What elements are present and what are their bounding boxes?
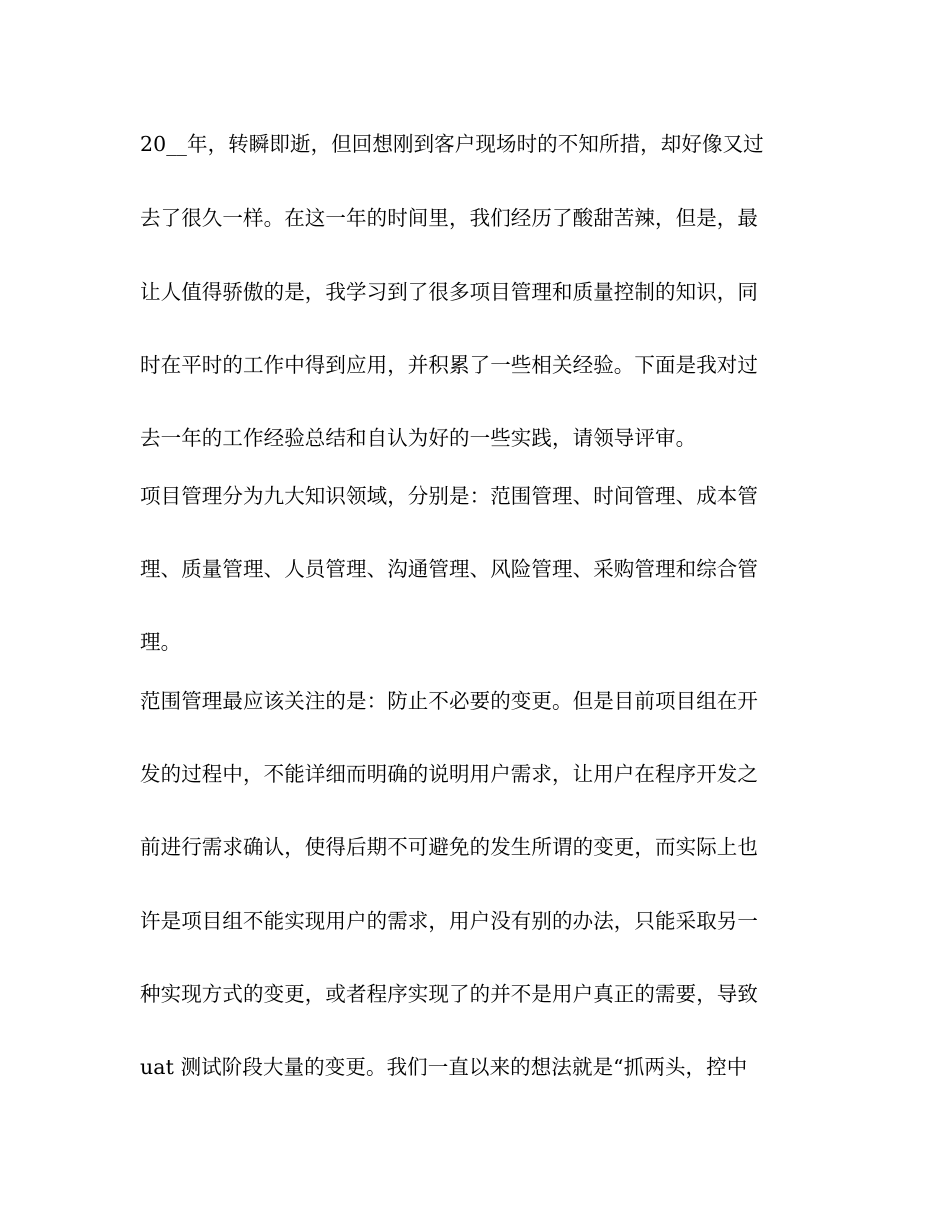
paragraph-line: 前进行需求确认，使得后期不可避免的发生所谓的变更，而实际上也 xyxy=(140,835,758,859)
paragraph-line: 许是项目组不能实现用户的需求，用户没有别的办法，只能采取另一 xyxy=(140,909,758,933)
paragraph-line: 理。 xyxy=(140,630,182,654)
paragraph-line: 范围管理最应该关注的是：防止不必要的变更。但是目前项目组在开 xyxy=(140,689,758,713)
paragraph-line: uat 测试阶段大量的变更。我们一直以来的想法就是“抓两头，控中 xyxy=(140,1055,748,1079)
paragraph-line: 让人值得骄傲的是，我学习到了很多项目管理和质量控制的知识，同 xyxy=(140,280,758,304)
paragraph-line: 去一年的工作经验总结和自认为好的一些实践，请领导评审。 xyxy=(140,426,697,450)
paragraph-line: 种实现方式的变更，或者程序实现了的并不是用户真正的需要，导致 xyxy=(140,982,758,1006)
paragraph-line: 理、质量管理、人员管理、沟通管理、风险管理、采购管理和综合管 xyxy=(140,557,758,581)
paragraph-line: 20__年，转瞬即逝，但回想刚到客户现场时的不知所措，却好像又过 xyxy=(140,132,764,156)
paragraph-line: 项目管理分为九大知识领域，分别是：范围管理、时间管理、成本管 xyxy=(140,484,758,508)
paragraph-line: 时在平时的工作中得到应用，并积累了一些相关经验。下面是我对过 xyxy=(140,353,758,377)
paragraph-line: 去了很久一样。在这一年的时间里，我们经历了酸甜苦辣，但是，最 xyxy=(140,206,758,230)
paragraph-line: 发的过程中，不能详细而明确的说明用户需求，让用户在程序开发之 xyxy=(140,762,758,786)
